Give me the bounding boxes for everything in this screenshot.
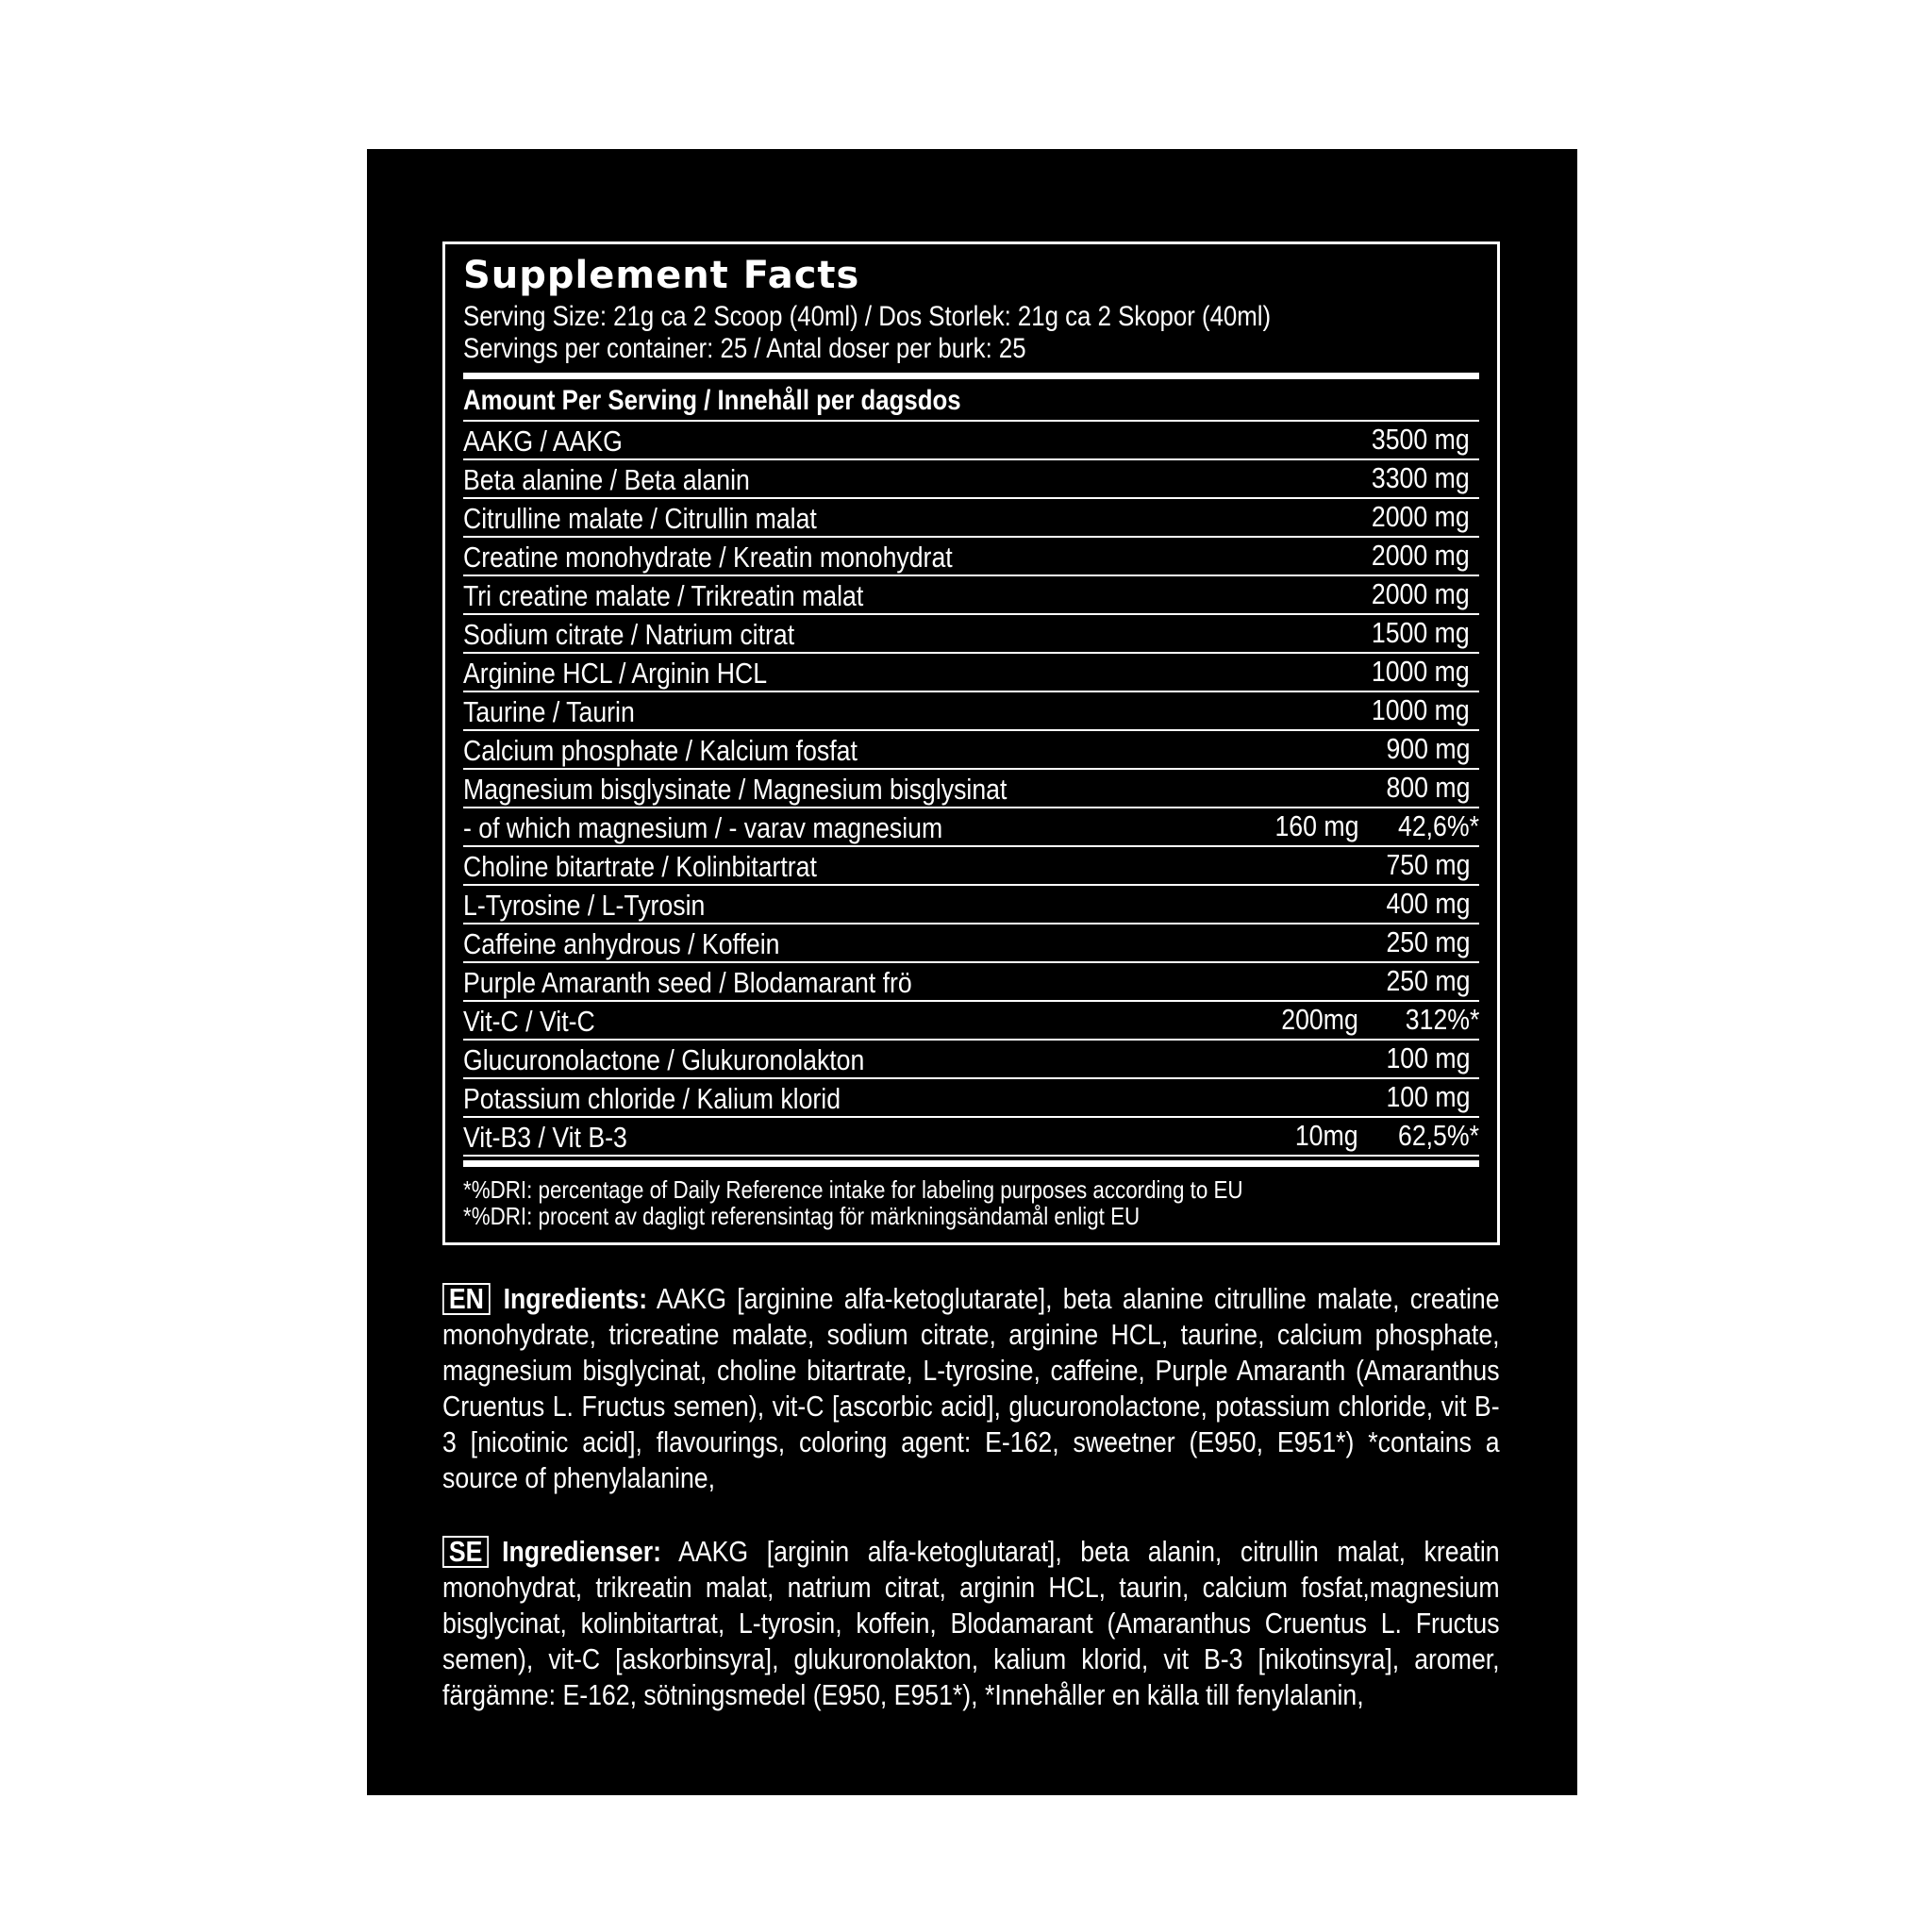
facts-row [463, 886, 1479, 924]
ingredient-amount: 42,6%* [1398, 809, 1479, 842]
facts-row [463, 538, 1479, 576]
ingredient-amount: 2000 mg [1372, 500, 1470, 533]
lang-tag-en: EN [442, 1283, 491, 1315]
thick-divider [463, 373, 1479, 379]
supplement-facts-box [442, 242, 1500, 1245]
ingredient-amount: 1500 mg [1372, 616, 1470, 649]
facts-row [463, 692, 1479, 731]
ingredient-subamount: 10mg [1295, 1119, 1358, 1152]
ingredients-text-en: AAKG [arginine alfa-ketoglutarate], beta alanine citrulline malate, creatine monohydrate, tricreatine malate, sodium citrate, arginine HCL, taurine, calcium phosphate, magnesium bisglycinat, choline bitartrate, L-tyrosine, caffeine, Purple Amaranth (Amaranthus Cruentus L. Fructus semen), vit-C [ascorbic acid], glucuronolactone, potassium chloride, vit B-3 [nicotinic acid], flavourings, coloring agent: E-162, sweetner (E950, E951*) *contains a source of phenylalanine, [442, 1282, 1500, 1494]
ingredient-amount: 800 mg [1386, 771, 1470, 804]
ingredient-name: Vit-B3 / Vit B-3 [463, 1121, 627, 1154]
ingredient-name: Purple Amaranth seed / Blodamarant frö [463, 966, 912, 999]
ingredient-name: Caffeine anhydrous / Koffein [463, 927, 780, 960]
ingredients-en [442, 1281, 1500, 1496]
lang-tag-se: SE [442, 1536, 489, 1568]
ingredient-amount: 312%* [1405, 1003, 1479, 1036]
ingredient-amount: 750 mg [1386, 848, 1470, 881]
ingredient-amount: 3500 mg [1372, 423, 1470, 456]
facts-row [463, 460, 1479, 499]
facts-row [463, 963, 1479, 1002]
ingredient-amount: 400 mg [1386, 887, 1470, 920]
ingredient-amount: 100 mg [1386, 1041, 1470, 1074]
ingredient-name: Calcium phosphate / Kalcium fosfat [463, 734, 858, 767]
thick-divider-bottom [463, 1160, 1479, 1167]
ingredient-name: Choline bitartrate / Kolinbitartrat [463, 850, 817, 883]
facts-row [463, 654, 1479, 692]
ingredient-name: Sodium citrate / Natrium citrat [463, 618, 795, 651]
ingredients-se [442, 1534, 1500, 1713]
ingredient-amount: 100 mg [1386, 1080, 1470, 1113]
ingredient-name: Magnesium bisglysinate / Magnesium bisglysinat [463, 773, 1008, 806]
facts-row [463, 770, 1479, 808]
ingredients-label-en: Ingredients: [503, 1282, 648, 1315]
facts-row [463, 1002, 1479, 1041]
facts-row [463, 1079, 1479, 1118]
ingredient-name: Beta alanine / Beta alanin [463, 463, 750, 496]
ingredient-amount: 900 mg [1386, 732, 1470, 765]
amount-header [463, 382, 1479, 422]
facts-row [463, 615, 1479, 654]
ingredient-name: Taurine / Taurin [463, 695, 635, 728]
ingredients-label-se: Ingredienser: [502, 1535, 661, 1568]
ingredient-name: AAKG / AAKG [463, 425, 623, 458]
facts-title: Supplement Facts [463, 254, 860, 297]
facts-row [463, 1118, 1479, 1157]
amount-header-label: Amount Per Serving / Innehåll per dagsdos [463, 385, 961, 416]
ingredient-amount: 250 mg [1386, 964, 1470, 997]
ingredient-name: Glucuronolactone / Glukuronolakton [463, 1043, 865, 1076]
ingredient-amount: 3300 mg [1372, 461, 1470, 494]
ingredient-amount: 62,5%* [1398, 1119, 1479, 1152]
facts-row [463, 924, 1479, 963]
facts-row [463, 576, 1479, 615]
ingredient-name: Arginine HCL / Arginin HCL [463, 657, 768, 690]
footnote-se: *%DRI: procent av dagligt referensintag för märkningsändamål enligt EU [463, 1202, 1141, 1230]
facts-row [463, 499, 1479, 538]
servings-per-container: Servings per container: 25 / Antal doser per burk: 25 [463, 333, 1026, 364]
ingredient-name: Potassium chloride / Kalium klorid [463, 1082, 841, 1115]
facts-rows [463, 422, 1479, 1157]
ingredient-subamount: 200mg [1281, 1003, 1358, 1036]
footnote-en: *%DRI: percentage of Daily Reference intake for labeling purposes according to EU [463, 1175, 1243, 1204]
ingredient-amount: 2000 mg [1372, 539, 1470, 572]
ingredient-subamount: 160 mg [1274, 809, 1358, 842]
ingredient-name: L-Tyrosine / L-Tyrosin [463, 889, 706, 922]
ingredient-amount: 1000 mg [1372, 655, 1470, 688]
facts-row [463, 1041, 1479, 1079]
ingredient-name: Citrulline malate / Citrullin malat [463, 502, 817, 535]
ingredient-amount: 250 mg [1386, 925, 1470, 958]
ingredient-name: Creatine monohydrate / Kreatin monohydrat [463, 541, 953, 574]
facts-row [463, 422, 1479, 460]
ingredient-amount: 1000 mg [1372, 693, 1470, 726]
ingredient-amount: 2000 mg [1372, 577, 1470, 610]
facts-row [463, 847, 1479, 886]
ingredient-name: Tri creatine malate / Trikreatin malat [463, 579, 864, 612]
label-panel [367, 149, 1577, 1795]
serving-size: Serving Size: 21g ca 2 Scoop (40ml) / Dos Storlek: 21g ca 2 Skopor (40ml) [463, 301, 1272, 332]
ingredients-text-se: AAKG [arginin alfa-ketoglutarat], beta alanin, citrullin malat, kreatin monohydrat, trikreatin malat, natrium citrat, arginin HCL, taurin, calcium fosfat,magnesium bisglycinat, kolinbitartrat, L-tyrosin, koffein, Blodamarant (Amaranthus Cruentus L. Fructus semen), vit-C [askorbinsyra], glukuronolakton, kalium klorid, vit B-3 [nikotinsyra], aromer, färgämne: E-162, sötningsmedel (E950, E951*), *Innehåller en källa till fenylalanin, [442, 1535, 1500, 1711]
facts-row [463, 808, 1479, 847]
facts-row [463, 731, 1479, 770]
ingredient-name: - of which magnesium / - varav magnesium [463, 811, 943, 844]
ingredient-name: Vit-C / Vit-C [463, 1005, 595, 1038]
